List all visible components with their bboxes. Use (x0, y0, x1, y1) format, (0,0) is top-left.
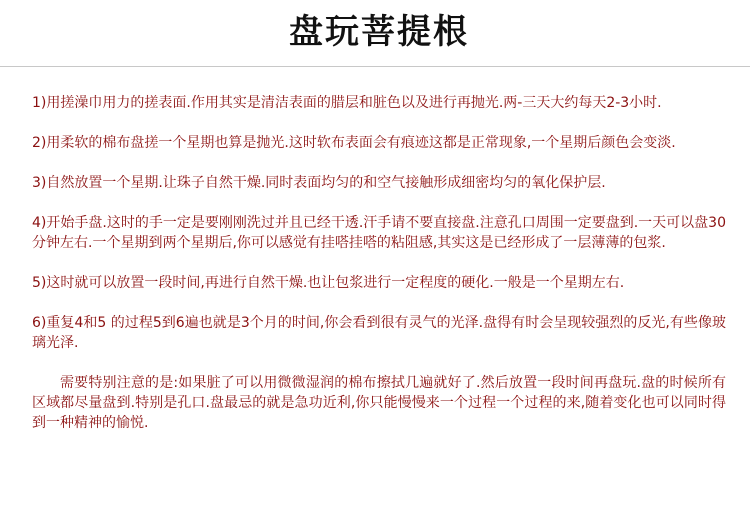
step-6: 6)重复4和5 的过程5到6遍也就是3个月的时间,你会看到很有灵气的光泽.盘得有时会呈现较强烈的反光,有些像玻璃光泽. (32, 315, 726, 351)
step-2: 2)用柔软的棉布盘搓一个星期也算是抛光.这时软布表面会有痕迹这都是正常现象,一个星期后颜色会变淡. (32, 135, 676, 151)
step-5: 5)这时就可以放置一段时间,再进行自然干燥.也让包浆进行一定程度的硬化.一般是一个星期左右. (32, 275, 625, 291)
page-title: 盘玩菩提根 (289, 12, 469, 52)
title-divider (0, 66, 750, 67)
step-1: 1)用搓澡巾用力的搓表面.作用其实是清洁表面的腊层和脏色以及进行再抛光.两-三天大约每天2-3小时. (32, 95, 662, 111)
steps-list (32, 93, 726, 353)
special-note: 需要特别注意的是:如果脏了可以用微微湿润的棉布擦拭几遍就好了.然后放置一段时间再盘玩.盘的时候所有区域都尽量盘到.特别是孔口.盘最忌的就是急功近利,你只能慢慢来一个过程一个过程的来,随着变化也可以同时得到一种精神的愉悦. (32, 375, 726, 431)
step-4: 4)开始手盘.这时的手一定是要刚刚洗过并且已经干透.汗手请不要直接盘.注意孔口周围一定要盘到.一天可以盘30分钟左右.一个星期到两个星期后,你可以感觉有挂嗒挂嗒的粘阻感,其实这是已经形成了一层薄薄的包浆. (32, 215, 726, 251)
step-3: 3)自然放置一个星期.让珠子自然干燥.同时表面均匀的和空气接触形成细密均匀的氧化保护层. (32, 175, 606, 191)
